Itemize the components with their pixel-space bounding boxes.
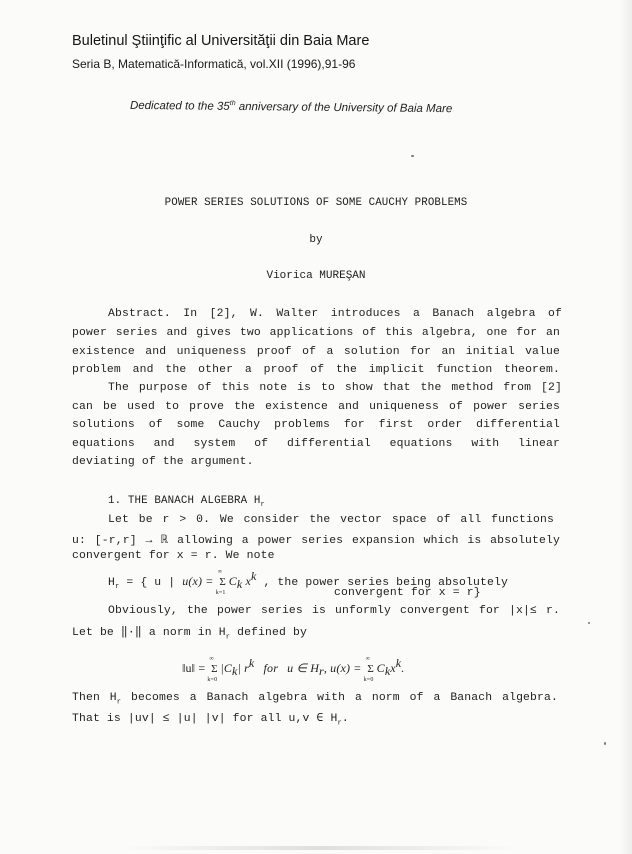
journal-title: Buletinul Ştiinţific al Universităţii din Baia Mare xyxy=(72,33,370,49)
scan-speck xyxy=(411,155,414,157)
that-sub: r xyxy=(337,719,342,728)
dedication-sup: th xyxy=(229,100,236,108)
hr-tail: , the power series being absolutely xyxy=(256,576,508,589)
norm-defn-line xyxy=(72,624,307,641)
norm-defn-text: Let be ‖·‖ a norm in H xyxy=(72,627,226,639)
scan-speck xyxy=(588,622,590,624)
sum-top: ∞ xyxy=(365,655,371,662)
article-title: POWER SERIES SOLUTIONS OF SOME CAUCHY PROBLEMS xyxy=(164,197,468,209)
norm-ux: , u(x) = xyxy=(323,660,365,675)
hr-ux: u(x) = xyxy=(182,573,217,588)
scan-edge-shadow xyxy=(620,0,632,854)
norm-term-sup: k xyxy=(248,656,255,670)
section-heading-text: 1. THE BANACH ALGEBRA H xyxy=(108,495,261,507)
section-line: Let be r > 0. We consider the vector space of all functions xyxy=(108,514,554,526)
sum-bottom: k=1 xyxy=(215,589,226,596)
dedication-after: anniversary of the University of Baia Mare xyxy=(235,100,453,116)
that-text-a: That is |uv| ≤ |u| |v| for all u,v ∈ H xyxy=(72,713,338,725)
sum-bottom: k=0 xyxy=(363,676,374,683)
sum-bottom: k=0 xyxy=(207,676,218,683)
then-sub: r xyxy=(116,698,122,707)
scan-speck xyxy=(604,742,606,745)
abstract-line: deviating of the argument. xyxy=(72,456,254,468)
section-heading xyxy=(108,495,265,509)
abstract-line: power series and gives two applications of this algebra, one for an xyxy=(72,327,560,339)
journal-series: Seria B, Matematică-Informatică, vol.XII (1996),91-96 xyxy=(72,57,356,71)
norm-term-sub: k xyxy=(232,664,238,679)
abstract-line: Abstract. In [2], W. Walter introduces a Banach algebra of xyxy=(108,308,562,320)
norm-defn-sub: r xyxy=(225,633,231,642)
abstract-line: existence and uniqueness proof of a solution for an initial value xyxy=(72,346,560,358)
section-line: u: [-r,r] → ℝ allowing a power series expansion which is absolutely xyxy=(72,535,560,547)
hr-term-sub: k xyxy=(236,577,243,592)
dedication xyxy=(130,99,452,115)
that-text-b: . xyxy=(341,713,349,725)
norm-term2-x: x xyxy=(390,660,396,675)
obviously-line: Obviously, the power series is unformly convergent for |x|≤ r. xyxy=(108,605,560,617)
abstract-line: can be used to prove the existence and uniqueness of power series xyxy=(72,401,560,413)
hr-sub: r xyxy=(115,583,120,592)
norm-term2-sub: k xyxy=(384,664,391,679)
sum-top: ∞ xyxy=(217,568,223,575)
scan-bottom-smudge xyxy=(120,846,520,850)
article-by: by xyxy=(309,234,323,246)
sum-symbol: ∞ Σ k=0 xyxy=(363,655,374,683)
section-line: convergent for x = r. We note xyxy=(72,550,275,562)
then-line xyxy=(72,692,558,706)
sum-symbol: ∞ Σ k=0 xyxy=(207,655,218,683)
sum-top: ∞ xyxy=(209,655,214,662)
norm-term: |C xyxy=(220,660,233,675)
sum-symbol: ∞ Σ k=1 xyxy=(215,568,226,596)
norm-term2: C xyxy=(376,660,385,675)
norm-term-r: | r xyxy=(237,660,249,675)
article-author: Viorica MUREŞAN xyxy=(266,270,366,282)
norm-u-sub: r xyxy=(319,664,324,679)
abstract-line: problem and the other a proof of the implicit function theorem. xyxy=(72,364,560,376)
hr-term-x: x xyxy=(242,573,251,588)
that-line xyxy=(72,710,349,727)
hr-eq: = { u | xyxy=(119,576,183,589)
norm-lhs: ‖u‖ = xyxy=(182,660,209,675)
then-text-a: Then H xyxy=(72,692,117,704)
hr-definition-tail: convergent for x = r} xyxy=(334,587,481,599)
abstract-line: solutions of some Cauchy problems for first order differential xyxy=(72,419,560,431)
norm-defn-tail: defined by xyxy=(230,627,307,639)
abstract-line: The purpose of this note is to show that the method from [2] xyxy=(108,382,562,394)
abstract-line: equations and system of differential equations with linear xyxy=(72,438,560,450)
section-heading-sub: r xyxy=(260,501,265,510)
norm-u: u ∈ H xyxy=(287,660,320,675)
then-text-b: becomes a Banach algebra with a norm of a Banach algebra. xyxy=(121,692,558,704)
norm-for: for xyxy=(260,660,282,675)
hr-symbol: H xyxy=(108,576,115,589)
norm-end: . xyxy=(401,660,405,675)
hr-term-sup: k xyxy=(250,569,257,583)
dedication-before: Dedicated to the 35 xyxy=(129,99,230,113)
hr-term: C xyxy=(228,573,237,588)
norm-formula xyxy=(182,655,405,683)
norm-term2-sup: k xyxy=(395,656,402,670)
